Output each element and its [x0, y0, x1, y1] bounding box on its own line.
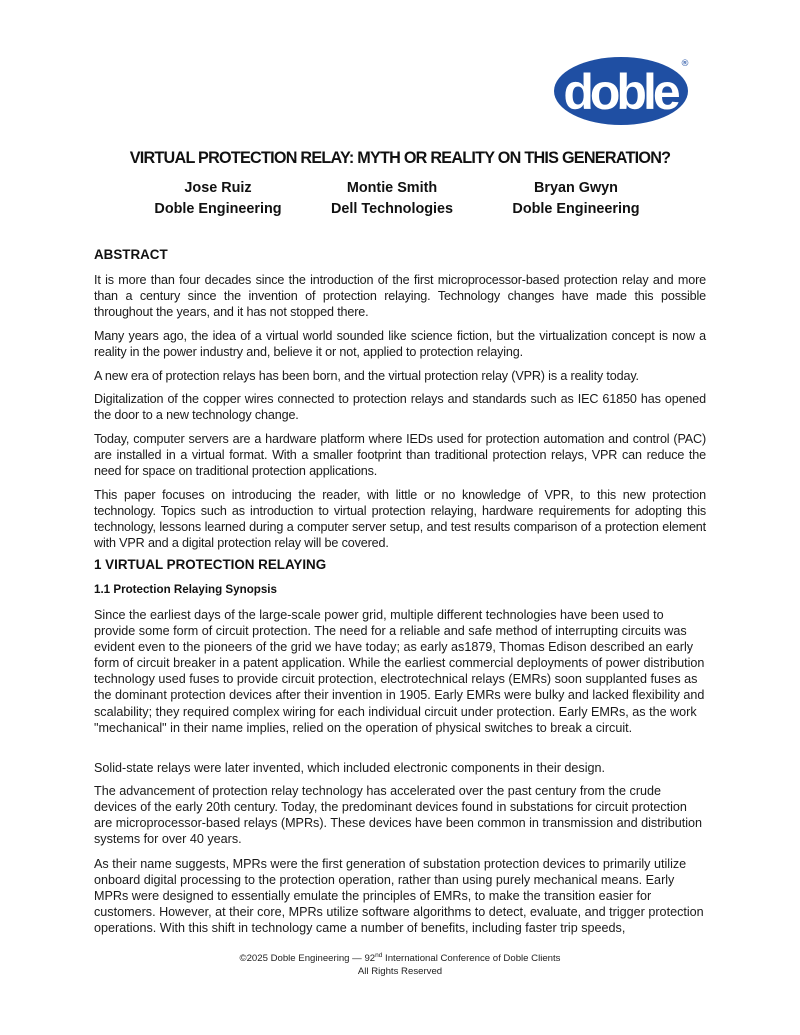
abstract-heading: ABSTRACT — [94, 247, 168, 262]
abstract-paragraph: A new era of protection relays has been born, and the virtual protection relay (VPR) is a reality today. — [94, 369, 639, 383]
abstract-paragraph: Digitalization of the copper wires connected to protection relays and standards such as IEC 61850 has opened the door to a new technology change. — [94, 392, 706, 423]
footer-copyright — [0, 950, 800, 966]
doble-logo — [553, 52, 693, 126]
paper-title: VIRTUAL PROTECTION RELAY: MYTH OR REALITY ON THIS GENERATION? — [129, 149, 671, 167]
body-paragraph: As their name suggests, MPRs were the first generation of substation protection devices to primarily utilize onboard digital processing to the protection operation, rather than using purely mechanical means. Early MPRs were designed to essentially emulate the principles of EMRs, to make the transition easier for customers. However, at their core, MPRs utilize software algorithms to detect, evaluate, and trigger protection operations. With this shift in technology came a number of benefits, including faster trip speeds, — [94, 857, 704, 936]
author-name: Montie Smith — [346, 180, 438, 196]
abstract-paragraph: It is more than four decades since the introduction of the first microprocessor-based protection relay and more than a century since the invention of protection relaying. Technology changes have made this possible throughout the years, and it has not stopped there. — [94, 273, 706, 320]
body-paragraph: The advancement of protection relay technology has accelerated over the past century from the crude devices of the early 20th century. Today, the predominant devices found in substations for circuit protection are microprocessor-based relays (MPRs). These devices have been common in transmission and distribution systems for over 40 years. — [94, 784, 703, 847]
author-name: Bryan Gwyn — [534, 180, 618, 196]
author-affiliation: Doble Engineering — [512, 201, 640, 217]
footer-copyright-prefix: ©2025 Doble Engineering — 92 — [239, 953, 376, 965]
abstract-paragraph: This paper focuses on introducing the reader, with little or no knowledge of VPR, to this new protection technology. Topics such as introduction to virtual protection relaying, hardware requirements for adopting this technology, lessons learned during a computer server setup, and test results comparison of a protection element with VPR and a digital protection relay will be covered. — [94, 488, 706, 551]
body-paragraph: Solid-state relays were later invented, which included electronic components in their design. — [94, 761, 606, 775]
page-footer — [0, 950, 800, 979]
footer-copyright-suffix: International Conference of Doble Clients — [382, 953, 561, 965]
abstract-paragraph: Many years ago, the idea of a virtual world sounded like science fiction, but the virtualization concept is now a reality in the power industry and, believe it or not, applied to protection relaying. — [94, 329, 706, 360]
logo-registered-mark: ® — [680, 59, 690, 69]
author-3 — [456, 178, 696, 220]
author-affiliation: Dell Technologies — [330, 201, 454, 217]
author-name: Jose Ruiz — [184, 180, 252, 196]
section-heading: 1 VIRTUAL PROTECTION RELAYING — [94, 557, 327, 572]
logo-wordmark: doble — [563, 64, 677, 120]
footer-rights: All Rights Reserved — [357, 965, 443, 977]
author-affiliation: Doble Engineering — [154, 201, 282, 217]
body-paragraph: Since the earliest days of the large-scale power grid, multiple different technologies have been used to provide some form of circuit protection. The need for a reliable and safe method of interrupting circuits was evident even to the pioneers of the grid we have today; as early as1879, Thomas Edison described an early form of circuit breaker in a patent application. While the earliest commercial deployments of power distribution technology used fuses to provide circuit protection, electrotechnical relays (EMRs) soon supplanted fuses as the dominant protection devices after their invention in 1905. Early EMRs were bulky and lacked flexibility and scalability; they required complex wiring for each individual circuit under protection. Early EMRs, as the work "mechanical" in their name implies, relied on the operation of physical switches to break a circuit. — [94, 608, 705, 735]
footer-ordinal: nd — [375, 952, 383, 959]
subsection-heading: 1.1 Protection Relaying Synopsis — [94, 583, 277, 596]
abstract-paragraph: Today, computer servers are a hardware platform where IEDs used for protection automation and control (PAC) are installed in a virtual format. With a smaller footprint than traditional protection relays, VPR can reduce the need for space on traditional protection applications. — [94, 432, 706, 479]
